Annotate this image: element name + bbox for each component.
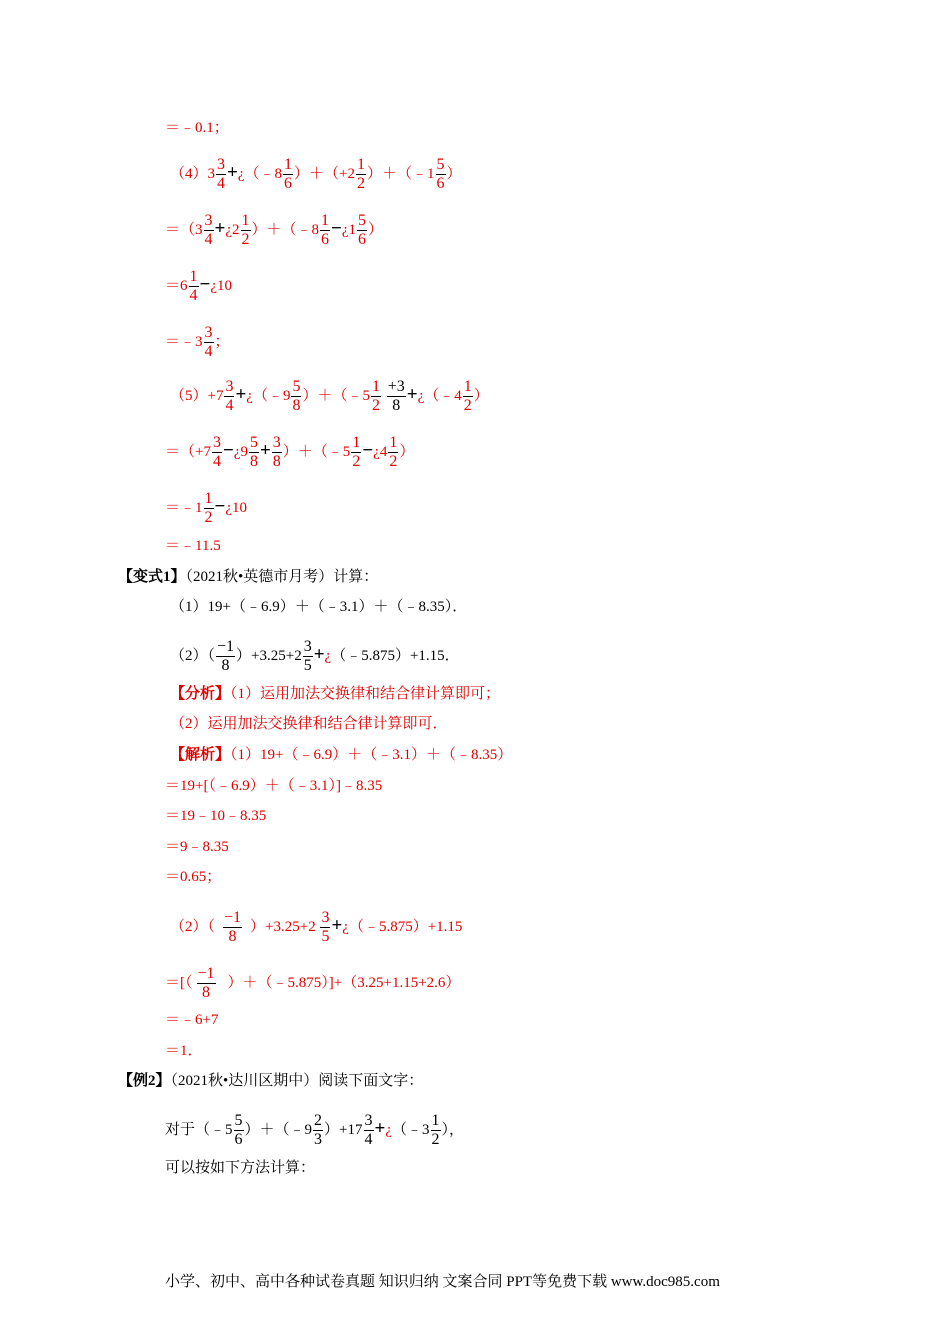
analysis-line: 【分析】（1）运用加法交换律和结合律计算即可； (170, 686, 501, 702)
fraction: $\frac{1}{2}$ (389, 434, 398, 470)
fraction: $\frac{-1}{8}$ (224, 909, 242, 945)
fraction: $\frac{+3}{8}$ (387, 378, 405, 414)
fraction: $\frac{-1}{8}$ (217, 638, 235, 674)
solution-line: ＝﹣6+7 (165, 1012, 219, 1028)
fraction: $\frac{3}{4}$ (204, 212, 213, 248)
solution-line: ＝0.65； (165, 869, 222, 885)
fraction: $\frac{1}{6}$ (284, 156, 293, 192)
variant-1-question-2: （2）（ $\frac{-1}{8}$ ）+3.25+2 $\frac{3}{5}$ +¿（﹣5.875）+1.15． (170, 638, 460, 674)
fraction: $\frac{3}{4}$ (225, 378, 234, 414)
fraction: $\frac{3}{5}$ (321, 909, 330, 945)
solution-line: ＝﹣3 $\frac{3}{4}$ ； (165, 324, 230, 360)
fraction: $\frac{5}{8}$ (292, 378, 301, 414)
fraction: $\frac{5}{6}$ (436, 156, 445, 192)
solution-line: ＝6 $\frac{1}{4}$ −¿10 (165, 268, 233, 304)
fraction: $\frac{3}{4}$ (217, 156, 226, 192)
variant-1-heading: 【变式1】（2021秋•英德市月考）计算： (118, 569, 379, 585)
fraction: $\frac{5}{8}$ (249, 434, 258, 470)
solution-line: ＝﹣0.1； (165, 120, 229, 136)
solution-heading: 【解析】（1）19+（﹣6.9）＋（﹣3.1）＋（﹣8.35） (170, 747, 513, 763)
fraction: $\frac{3}{4}$ (364, 1112, 373, 1148)
solution-line: ＝﹣1 $\frac{1}{2}$ −¿10 (165, 490, 248, 526)
solution-line: ＝9﹣8.35 (165, 839, 229, 855)
fraction: $\frac{3}{8}$ (272, 434, 281, 470)
example-2-expression: 对于（﹣5 $\frac{5}{6}$ ）＋（﹣9 $\frac{2}{3}$ ）+17 $\frac{3}{4}$ +¿（﹣3 $\frac{1}{2}$ ）， (165, 1112, 465, 1148)
page-footer: 小学、初中、高中各种试卷真题 知识归纳 文案合同 PPT等免费下载 www.doc985.com (165, 1274, 720, 1290)
fraction: $\frac{3}{4}$ (212, 434, 221, 470)
fraction: $\frac{1}{2}$ (372, 378, 380, 414)
fraction: $\frac{1}{2}$ (241, 212, 250, 248)
fraction: $\frac{1}{4}$ (189, 268, 198, 304)
fraction: $\frac{-1}{8}$ (197, 965, 215, 1001)
problem-5-line: （5）+7 $\frac{3}{4}$ +¿（﹣9 $\frac{5}{8}$ ）＋（﹣5 $\frac{1}{2}$ $\frac{+3}{8}$ +¿（﹣4 $\frac{1}{2}$ ） (170, 378, 489, 414)
example-2-heading: 【例2】（2021秋•达川区期中）阅读下面文字： (118, 1073, 424, 1089)
fraction: $\frac{1}{2}$ (463, 378, 472, 414)
variant-1-question-1: （1）19+（﹣6.9）＋（﹣3.1）＋（﹣8.35）． (170, 599, 468, 615)
solution-line: ＝（3 $\frac{3}{4}$ +¿2 $\frac{1}{2}$ ）＋（﹣8 $\frac{1}{6}$ −¿1 $\frac{5}{6}$ ） (165, 212, 384, 248)
analysis-line: （2）运用加法交换律和结合律计算即可． (170, 716, 448, 732)
fraction: $\frac{1}{2}$ (357, 156, 365, 192)
fraction: $\frac{1}{2}$ (352, 434, 361, 470)
fraction: $\frac{3}{4}$ (204, 324, 213, 360)
fraction: $\frac{1}{2}$ (204, 490, 213, 526)
solution-line: ＝19﹣10﹣8.35 (165, 808, 267, 824)
solution-line: ＝﹣11.5 (165, 538, 221, 554)
fraction: $\frac{1}{2}$ (431, 1112, 440, 1148)
fraction: $\frac{2}{3}$ (314, 1112, 323, 1148)
solution-line: ＝1． (165, 1043, 203, 1059)
solution-line: ＝19+[（﹣6.9）＋（﹣3.1）]﹣8.35 (165, 778, 383, 794)
fraction: $\frac{5}{6}$ (358, 212, 367, 248)
solution-line: ＝[（ $\frac{-1}{8}$ ）＋（﹣5.875）]+（3.25+1.15+2.6） (165, 965, 461, 1001)
solution-line: ＝（+7 $\frac{3}{4}$ −¿9 $\frac{5}{8}$ + $\frac{3}{8}$ ）＋（﹣5 $\frac{1}{2}$ −¿4 $\frac{1}{2}$ ） (165, 434, 415, 470)
fraction: $\frac{5}{6}$ (234, 1112, 243, 1148)
solution-line: （2）（ $\frac{-1}{8}$ ）+3.25+2 $\frac{3}{5}$ +¿（﹣5.875）+1.15 (170, 909, 463, 945)
fraction: $\frac{1}{6}$ (321, 212, 330, 248)
problem-4-line: （4）3 $\frac{3}{4}$ +¿（﹣8 $\frac{1}{6}$ ）＋（+2 $\frac{1}{2}$ ）＋（﹣1 $\frac{5}{6}$ ） (170, 156, 462, 192)
example-2-text: 可以按如下方法计算： (165, 1160, 316, 1176)
fraction: $\frac{3}{5}$ (303, 638, 312, 674)
